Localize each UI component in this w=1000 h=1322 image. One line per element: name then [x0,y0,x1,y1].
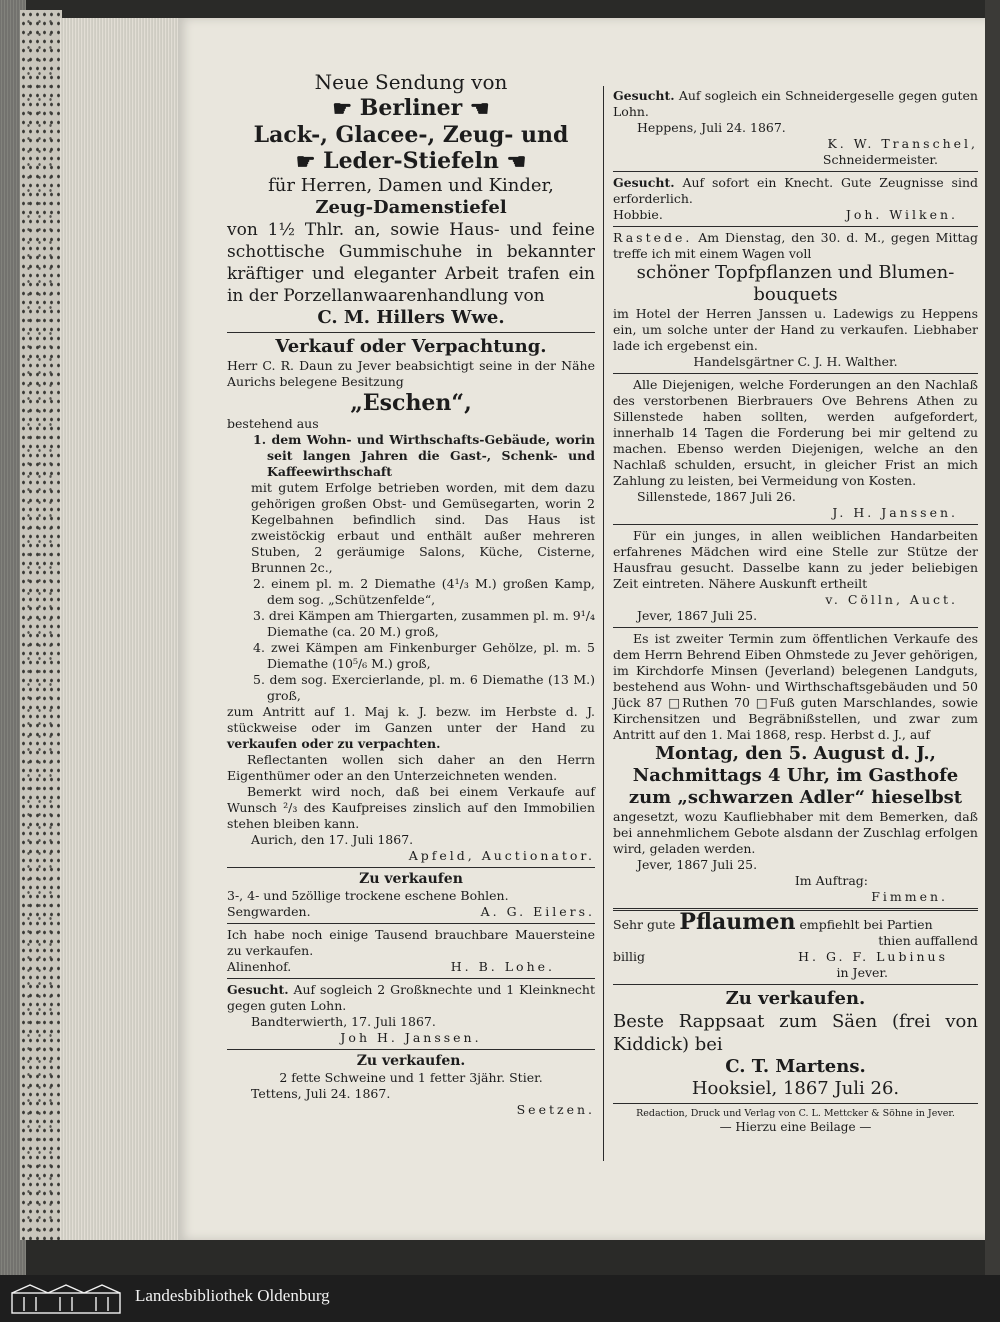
imprint: Redaction, Druck und Verlag von C. L. Mettcker & Söhne in Jever. [636,1108,955,1119]
ad1-line1: Neue Sendung von [314,70,508,94]
r-ad3-headline2: bouquets [753,284,838,305]
ad-berliner-stiefeln [227,70,595,329]
r-ad1-signer: K. W. Transchel, [827,136,978,151]
pointing-hand-icon: ☛ [332,96,353,122]
ad6-signer: Seetzen. [516,1102,595,1117]
ad2-resp: Reflectanten wollen sich daher an den Herrn Eigenthümer oder an den Unterzeichneten wenden. [227,752,595,783]
ad2-terms: zum Antritt auf 1. Maj k. J. bezw. im Herbste d. J. stückweise oder im Ganzen unter der Hand zu [227,704,595,735]
ad1-line2: Berliner [359,95,463,121]
r-ad5-dateline: Jever, 1867 Juli 25. [637,608,758,623]
ad-bohlen [227,871,595,920]
r-ad6-signer: Fimmen. [871,889,948,904]
r-ad5-signer: v. Cölln, Auct. [825,592,958,607]
r-ad7-signer: H. G. F. Lubinus [798,949,948,964]
r-ad4-body: Alle Diejenigen, welche Forderungen an den Nachlaß des verstorbenen Bierbrauers Ove Behrens Athen zu Sillenstede haben sollten, werden aufgefordert, innerhalb 14 Tagen die Forderung bei mir geltend zu machen. Ebenso werden Diejenigen, welche an den Nachlaß schulden, ersucht, in gleicher Frist an mich Zahlung zu leisten, bei Vermeidung von Kosten. [613,377,978,488]
ad6-body: 2 fette Schweine und 1 fetter 3jähr. Stier. [279,1070,543,1085]
r-ad6-body2: angesetzt, wozu Kaufliebhaber mit dem Bemerken, daß bei annehmlichem Gebote alsdann der Zuschlag erfolgen wird, geladen werden. [613,809,978,856]
ad2-terms-bold: verkaufen oder zu verpachten. [227,736,441,751]
library-name: Landesbibliothek Oldenburg [135,1286,330,1305]
ad-verkauf-eschen [227,336,595,864]
ad-pflaumen [613,909,978,981]
r-ad3-signer: Handelsgärtner C. J. H. Walther. [693,354,898,369]
r-ad4-signer: J. H. Janssen. [832,505,958,520]
ad-topfpflanzen [613,230,978,370]
r-ad5-body: Für ein junges, in allen weiblichen Handarbeiten erfahrenes Mädchen wird eine Stelle zur Stütze der Hausfrau gesucht. Dasselbe kann zu jeder beliebigen Zeit eintreten. Nähere Auskunft ertheilt [613,528,978,591]
ad1-line4: Leder-Stiefeln [323,148,499,174]
separator [227,867,595,868]
ad-knecht [613,175,978,223]
r-ad1-title: Gesucht. [613,88,675,103]
ad2-item4: 4. zwei Kämpen am Finkenburger Gehölze, pl. m. 5 Diemathe (10⁵/₆ M.) groß, [253,640,595,671]
r-ad3-body2: im Hotel der Herren Janssen u. Ladewigs zu Heppens ein, um solche unter der Hand zu verkaufen. Liebhaber lade ich ergebenst ein. [613,306,978,353]
separator [613,373,978,374]
r-ad3-body1: Am Dienstag, den 30. d. M., gegen Mittag treffe ich mit einem Wagen voll [613,230,978,261]
ad3-body: 3-, 4- und 5zöllige trockene eschene Bohlen. [227,888,509,903]
ad-nachlass [613,377,978,521]
ad2-item5: 5. dem sog. Exercierlande, pl. m. 6 Diemathe (13 M.) groß, [253,672,595,703]
ad3-place: Sengwarden. [227,904,311,919]
ad2-signer: Apfeld, Auctionator. [408,848,595,863]
ad4-signer: H. B. Lohe. [450,959,555,974]
ad-stelle [613,528,978,624]
right-page-edge [985,0,1000,1275]
ad4-place: Alinenhof. [227,959,292,974]
r-ad6-headline3: zum „schwarzen Adler“ hieselbst [628,787,963,808]
separator [613,627,978,628]
ad3-title: Zu verkaufen [359,871,463,887]
r-ad7-product: Pflaumen [679,909,796,935]
r-ad6-dateline: Jever, 1867 Juli 25. [637,857,758,872]
separator [227,332,595,333]
r-ad1-dateline: Heppens, Juli 24. 1867. [637,120,786,135]
r-ad2-body: Auf sofort ein Knecht. Gute Zeugnisse sind erforderlich. [613,175,978,206]
pointing-hand-icon: ☚ [506,149,527,175]
separator [227,1049,595,1050]
r-ad4-dateline: Sillenstede, 1867 Juli 26. [637,489,796,504]
ad4-body: Ich habe noch einige Tausend brauchbare Mauersteine zu verkaufen. [227,927,595,958]
ad-schweine [227,1053,595,1118]
ad1-body: von 1½ Thlr. an, sowie Haus- und feine schottische Gummischuhe in bekannter kräftiger und eleganter Arbeit trafen ein in der Porzellanwaarenhandlung von [227,220,595,306]
r-ad3-headline1: schöner Topfpflanzen und Blumen- [636,262,955,283]
library-building-icon [10,1283,122,1315]
ad2-item1-rest: mit gutem Erfolge betrieben worden, mit dem dazu gehörigen großen Obst- und Gemüsegarten, worin 2 Kegelbahnen befindlich sind. Das Haus ist zweistöckig erbaut und enthält außer mehreren Stuben, 2 geräumige Salons, Küche, Cisterne, Brunnen 2c., [251,480,595,575]
ad-landgut [613,631,978,905]
r-ad6-body: Es ist zweiter Termin zum öffentlichen Verkaufe des dem Herrn Behrend Eiben Ohmstede zu Jever gehörigen, im Kirchdorfe Minsen (Jeverland) belegenen Landguts, bestehend aus Wohn- und Wirthschaftsgebäuden und 50 Jück 87 □Ruthen 70 □Fuß guten Marschlandes, sowie Kirchensitzen und Begräbnißstellen, und zwar zum Antritt auf den 1. Mai 1868, resp. Herbst d. J., auf [613,631,978,742]
r-ad6-headline2: Nachmittags 4 Uhr, im Gasthofe [632,765,959,786]
ad-schneidergeselle [613,88,978,168]
ad5-signer: Joh H. Janssen. [340,1030,482,1045]
separator [613,908,978,911]
page-edge-speckle [20,10,62,1240]
separator [227,978,595,979]
ad2-item1-bold: 1. dem Wohn- und Wirthschafts-Gebäude, worin seit langen Jahren die Gast-, Schenk- und Kaffeewirthschaft [253,432,595,479]
ad2-estate: „Eschen“, [350,390,472,416]
ad-mauersteine [227,927,595,975]
r-ad8-dateline: Hooksiel, 1867 Juli 26. [691,1078,900,1099]
r-ad7-price: billig [613,949,645,964]
r-ad2-place: Hobbie. [613,207,663,222]
ad1-signer: C. M. Hillers Wwe. [317,307,505,328]
page-stack-edge [60,18,180,1240]
r-ad2-signer: Joh. Wilken. [845,207,958,222]
ad-grossknechte [227,982,595,1046]
ad1-line6: Zeug-Damenstiefel [315,197,507,218]
separator [613,1103,978,1104]
r-ad1-role: Schneidermeister. [822,152,938,167]
ad5-title: Gesucht. [227,982,289,997]
right-column [613,88,978,1135]
ad1-line3: Lack-, Glacee-, Zeug- und [253,122,569,148]
pointing-hand-icon: ☚ [469,96,490,122]
r-ad7-post2: thien auffallend [878,933,978,948]
ad6-title: Zu verkaufen. [356,1053,466,1069]
r-ad8-signer: C. T. Martens. [725,1056,866,1077]
r-ad8-title: Zu verkaufen. [725,988,866,1009]
ad2-consist: bestehend aus [227,416,319,431]
ad5-dateline: Bandterwierth, 17. Juli 1867. [251,1014,436,1029]
ad2-note: Bemerkt wird noch, daß bei einem Verkaufe auf Wunsch ²/₃ des Kaufpreises zinslich auf den Immobilien stehen bleiben kann. [227,784,595,831]
r-ad7-place: in Jever. [836,965,888,980]
r-ad7-post1: empfiehlt bei Partien [799,917,933,932]
ad-rappsaat [613,988,978,1100]
r-ad3-lead: Rastede. [613,230,693,245]
r-ad8-body: Beste Rappsaat zum Säen (frei von Kiddick) bei [613,1011,978,1055]
r-ad6-headline1: Montag, den 5. August d. J., [655,743,936,764]
column-divider [603,86,604,1161]
separator [227,923,595,924]
ad6-dateline: Tettens, Juli 24. 1867. [251,1086,391,1101]
r-ad7-pre: Sehr gute [613,917,676,932]
separator [613,984,978,985]
r-ad6-commission: Im Auftrag: [794,873,868,888]
r-ad2-title: Gesucht. [613,175,675,190]
left-column [227,70,595,1118]
ad3-signer: A. G. Eilers. [480,904,595,919]
ad2-title: Verkauf oder Verpachtung. [275,336,547,357]
ad2-item2: 2. einem pl. m. 2 Diemathe (4¹/₃ M.) großen Kamp, dem sog. „Schützenfelde“, [253,576,595,607]
separator [613,524,978,525]
pointing-hand-icon: ☛ [295,149,316,175]
separator [613,226,978,227]
ad1-line5: für Herren, Damen und Kinder, [268,175,554,196]
ad2-dateline: Aurich, den 17. Juli 1867. [251,832,414,847]
supplement-note: — Hierzu eine Beilage — [719,1120,872,1134]
separator [613,171,978,172]
ad5-body: Auf sogleich 2 Großknechte und 1 Kleinknecht gegen guten Lohn. [227,982,595,1013]
ad2-intro: Herr C. R. Daun zu Jever beabsichtigt seine in der Nähe Aurichs belegene Besitzung [227,358,595,389]
r-ad1-body: Auf sogleich ein Schneidergeselle gegen guten Lohn. [613,88,978,119]
ad2-item3: 3. drei Kämpen am Thiergarten, zusammen pl. m. 9¹/₄ Diemathe (ca. 20 M.) groß, [253,608,595,639]
